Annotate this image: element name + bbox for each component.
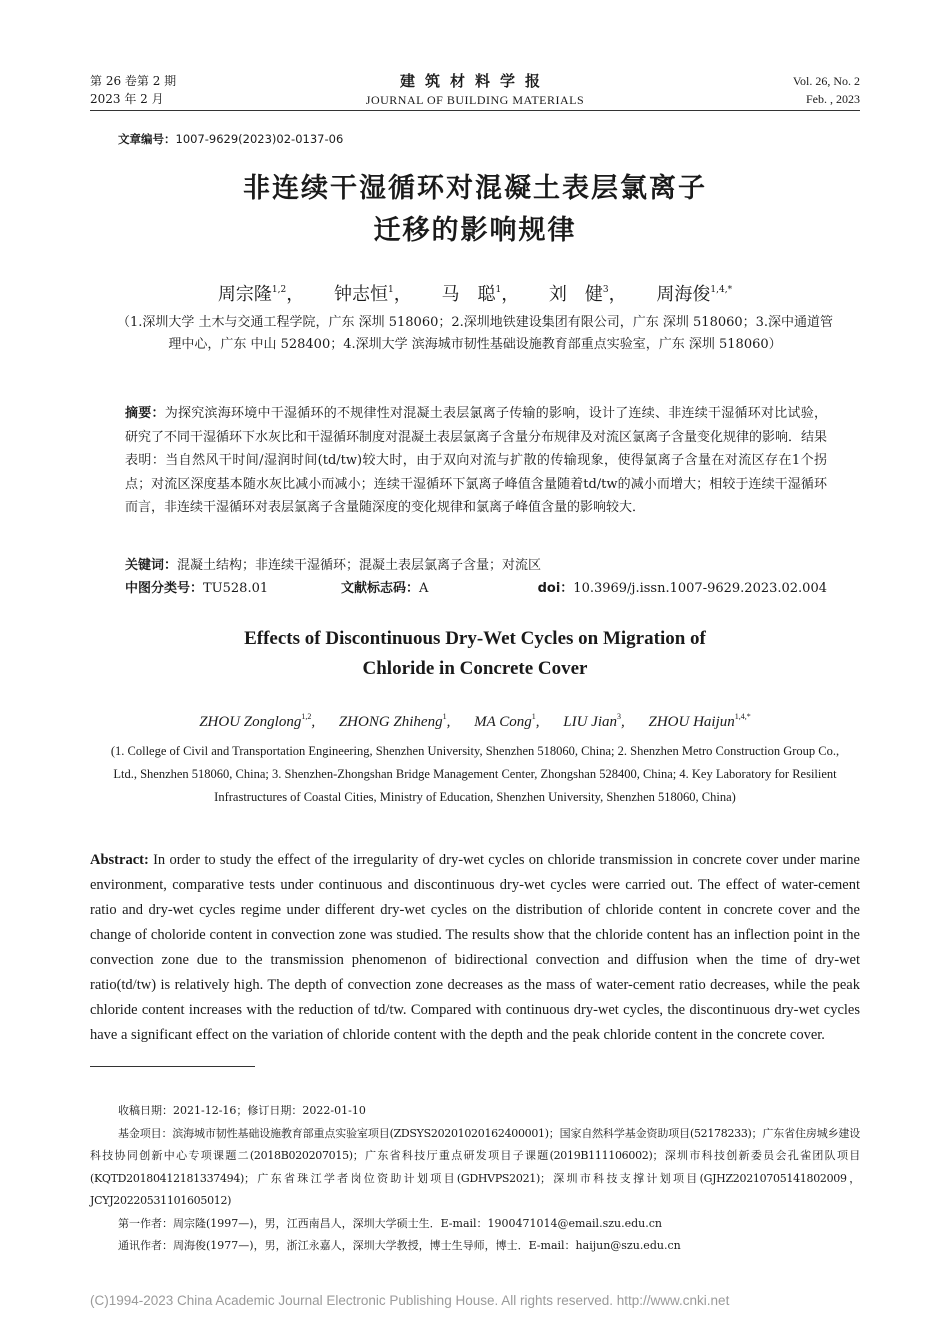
abstract-en xyxy=(90,848,860,1048)
footnote-divider xyxy=(90,1066,255,1067)
funding: 基金项目：滨海城市韧性基础设施教育部重点实验室项目(ZDSYS20201020162400001)；国家自然科学基金资助项目(52178233)；广东省住房城乡建设科技协同创新中心专项课题二(2018B020207015)；广东省科技厅重点研发项目子课题(2019B111106002)；深圳市科技创新委员会孔雀团队项目(KQTD20180412181337494)；广东省珠江学者岗位资助计划项目(GDHVPS2021)；深圳市科技支撑计划项目(GJHZ20210705141802009，JCYJ20220531101605012) xyxy=(90,1126,860,1207)
author-cn: 周宗隆$^{1,2}$， xyxy=(217,284,305,305)
article-number xyxy=(118,131,343,147)
footnotes xyxy=(90,1100,860,1258)
keywords-cn xyxy=(125,555,827,577)
issue-date-en: Feb. , 2023 xyxy=(806,92,860,106)
authors-en xyxy=(0,712,950,731)
first-author: 第一作者：周宗隆(1997—)，男，江西南昌人，深圳大学硕士生．E-mail：1900471014@email.szu.edu.cn xyxy=(118,1216,662,1230)
abstract-en-text: In order to study the effect of the irregularity of dry-wet cycles on chloride transmission in concrete cover under marine environment, comparative tests under continuous and discontinuous dry-wet cycles were carried out. The effect of water-cement ratio and dry-wet cycles regime under different dry-wet cycles on the distribution of chloride content in concrete cover and the change of choloride content in convection zone was studied. The results show that the chloride content has an inflection point in the convection zone due to the transmission phenomenon of bidirectional convection and diffusion when the time of dry-wet ratio(td/tw) is relatively high. The depth of convection zone decreases as the mass of water-cement ratio decreases, while the peak chloride content increases with the reduction of td/tw. Compared with continuous dry-wet cycles, the discontinuous dry-wet cycles have a significant effect on the variation of chloride content with the depth and the peak chloride content in the concrete cover. xyxy=(90,852,860,1043)
title-en-line1: Effects of Discontinuous Dry-Wet Cycles on Migration of xyxy=(244,628,706,649)
affiliation-cn: （1.深圳大学 土木与交通工程学院，广东 深圳 518060；2.深圳地铁建设集团有限公司，广东 深圳 518060；3.深中通道管理中心，广东 中山 528400；4.深圳大学 滨海城市韧性基础设施教育部重点实验室，广东 深圳 518060） xyxy=(116,315,834,352)
header-divider xyxy=(90,110,860,111)
title-cn xyxy=(0,168,950,252)
affiliation-en: (1. College of Civil and Transportation Engineering, Shenzhen University, Shenzhen 518060, China; 2. Shenzhen Metro Construction Group Co., Ltd., Shenzhen 518060, China; 3. Shenzhen-Zhongshan Bridge Management Center, Zhongshan 528400, China; 4. Key Laboratory for Resilient Infrastructures of Coastal Cities, Ministry of Education, Shenzhen University, Shenzhen 518060, China) xyxy=(110,744,840,804)
issue-volume-en: Vol. 26, No. 2 xyxy=(792,74,860,88)
abstract-cn-text: 为探究滨海环境中干湿循环的不规律性对混凝土表层氯离子传输的影响，设计了连续、非连续干湿循环对比试验，研究了不同干湿循环下水灰比和干湿循环制度对混凝土表层氯离子含量分布规律及对流区氯离子含量变化规律的影响．结果表明：当自然风干时间/湿润时间(td/tw)较大时，由于双向对流与扩散的传输现象，使得氯离子含量在对流区存在1个拐点；对流区深度基本随水灰比减小而减小；连续干湿循环下氯离子峰值含量随着td/tw的减小而增大；相较于连续干湿循环而言，非连续干湿循环对表层氯离子含量随深度的变化规律和氯离子峰值含量的影响较大． xyxy=(125,406,828,515)
issue-date: 2023 年 2 月 xyxy=(90,92,164,106)
issue-info-en xyxy=(793,72,860,108)
keywords-cn-label: 关键词： xyxy=(125,558,178,573)
article-number-label: 文章编号： xyxy=(118,132,176,146)
journal-name-en: JOURNAL OF BUILDING MATERIALS xyxy=(365,93,585,107)
issue-volume: 第 26 卷第 2 期 xyxy=(90,74,177,88)
title-en-line2: Chloride in Concrete Cover xyxy=(362,658,588,679)
author-cn: 钟志恒$^1$， xyxy=(333,284,412,305)
title-cn-line1: 非连续干湿循环对混凝土表层氯离子 xyxy=(243,173,707,204)
authors-cn xyxy=(0,280,950,306)
received-dates: 收稿日期：2021-12-16；修订日期：2022-01-10 xyxy=(118,1104,366,1117)
author-en: LIU Jian$^3$, xyxy=(563,712,625,730)
clc-number: 中图分类号：TU528.01 xyxy=(125,581,269,596)
article-number-value: 1007-9629(2023)02-0137-06 xyxy=(175,132,344,146)
author-en: ZHOU Zonglong$^{1,2}$, xyxy=(199,712,316,730)
abstract-en-label: Abstract: xyxy=(90,852,149,868)
keywords-cn-text: 混凝土结构；非连续干湿循环；混凝土表层氯离子含量；对流区 xyxy=(177,558,542,573)
author-en: ZHONG Zhiheng$^1$, xyxy=(338,712,451,730)
doi: doi：10.3969/j.issn.1007-9629.2023.02.004 xyxy=(537,581,827,596)
copyright-watermark: (C)1994-2023 China Academic Journal Electronic Publishing House. All rights reserved. http://www.cnki.net xyxy=(90,1293,730,1308)
author-cn: 马 聪$^1$， xyxy=(441,284,520,305)
document-code: 文献标志码：A xyxy=(341,581,429,596)
author-en: MA Cong$^1$, xyxy=(474,712,540,730)
corresponding-author: 通讯作者：周海俊(1977—)，男，浙江永嘉人，深圳大学教授，博士生导师，博士．E-mail：haijun@szu.edu.cn xyxy=(118,1239,681,1252)
author-en: ZHOU Haijun$^{1,4,*}$ xyxy=(648,712,751,730)
author-cn: 周海俊$^{1,4,*}$ xyxy=(656,284,733,305)
author-cn: 刘 健$^3$， xyxy=(548,284,627,305)
title-cn-line2: 迁移的影响规律 xyxy=(373,215,577,246)
title-en xyxy=(0,624,950,684)
journal-name-cn: 建筑材料学报 xyxy=(399,72,550,90)
abstract-cn-label: 摘要： xyxy=(125,406,165,421)
abstract-cn xyxy=(125,402,827,520)
